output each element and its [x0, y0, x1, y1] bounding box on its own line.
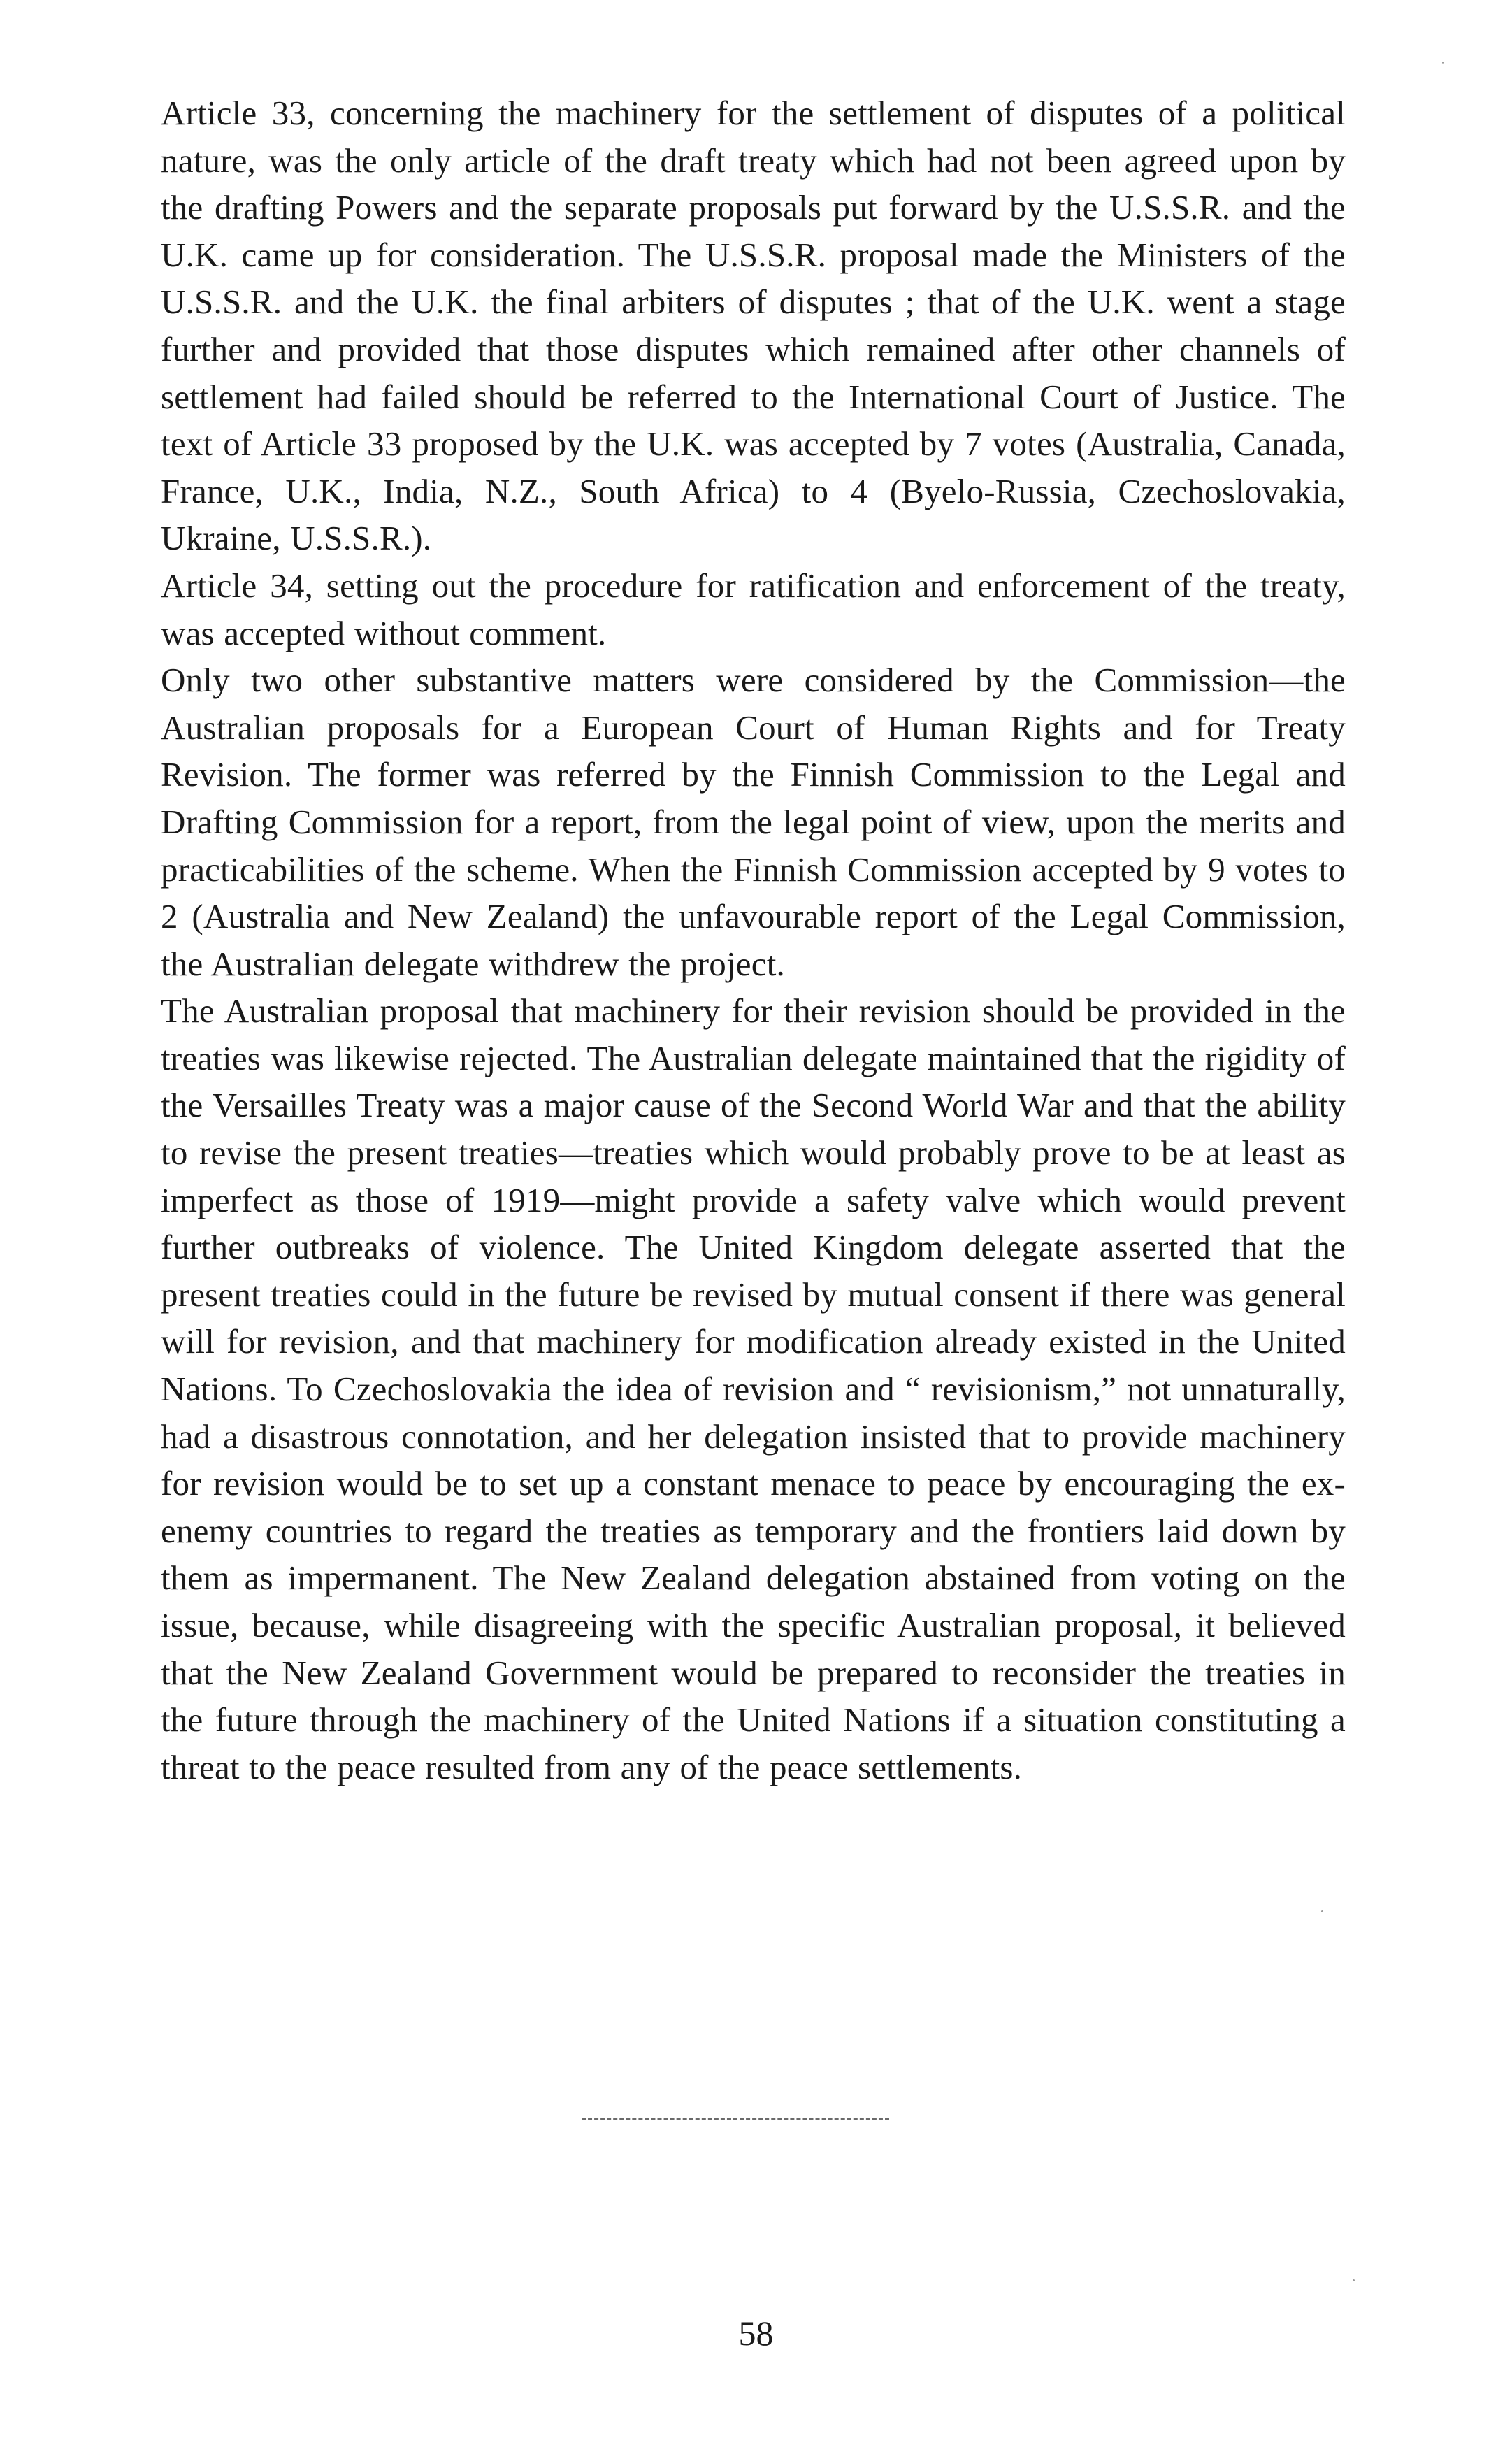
scan-speck [1442, 62, 1444, 64]
scan-speck [1353, 2279, 1355, 2281]
page-number: 58 [738, 2314, 774, 2353]
paragraph-substantive-matters: Only two other substantive matters were considered by the Commission—the Australian proposals for a European Court of Human Rights and for Treaty Revision. The former was referred by the Finnish Commission to the Legal and Drafting Commission for a report, from the legal point of view, upon the merits and practicabilities of the scheme. When the Finnish Commission accepted by 9 votes to 2 (Australia and New Zealand) the unfavourable report of the Legal Commission, the Australian delegate withdrew the project. [161, 661, 1346, 983]
paragraph-article-33: Article 33, concerning the machinery for the settlement of disputes of a political nature, was the only article of the draft treaty which had not been agreed upon by the drafting Powers and the separate proposals put forward by the U.S.S.R. and the U.K. came up for consideration. The U.S.S.R. proposal made the Ministers of the U.S.S.R. and the U.K. the final arbiters of disputes ; that of the U.K. went a stage further and provided that those disputes which remained after other channels of settlement had failed should be referred to the International Court of Justice. The text of Article 33 proposed by the U.K. was accepted by 7 votes (Australia, Canada, France, U.K., India, N.Z., South Africa) to 4 (Byelo-Russia, Czechoslovakia, Ukraine, U.S.S.R.). [161, 94, 1346, 558]
body-text [161, 89, 1346, 1791]
section-divider [582, 2118, 889, 2120]
paragraph-treaty-revision: The Australian proposal that machinery for their revision should be provided in the treaties was likewise rejected. The Australian delegate maintained that the rigidity of the Versailles Treaty was a major cause of the Second World War and that the ability to revise the present treaties—treaties which would probably prove to be at least as imperfect as those of 1919—might provide a safety valve which would prevent further outbreaks of violence. The United Kingdom delegate asserted that the present treaties could in the future be revised by mutual consent if there was general will for revision, and that machinery for modification already existed in the United Nations. To Czechoslovakia the idea of revision and “ revisionism,” not unnaturally, had a disastrous connotation, and her delegation insisted that to provide machinery for revision would be to set up a constant menace to peace by encouraging the ex-enemy countries to regard the treaties as temporary and the frontiers laid down by them as impermanent. The New Zealand delegation abstained from voting on the issue, because, while disagreeing with the specific Australian proposal, it believed that the New Zealand Government would be prepared to reconsider the treaties in the future through the machinery of the United Nations if a situation constituting a threat to the peace resulted from any of the peace settlements. [161, 991, 1346, 1786]
paragraph-article-34: Article 34, setting out the procedure for ratification and enforcement of the treaty, was accepted without comment. [161, 566, 1346, 652]
scan-speck [1321, 1910, 1323, 1912]
